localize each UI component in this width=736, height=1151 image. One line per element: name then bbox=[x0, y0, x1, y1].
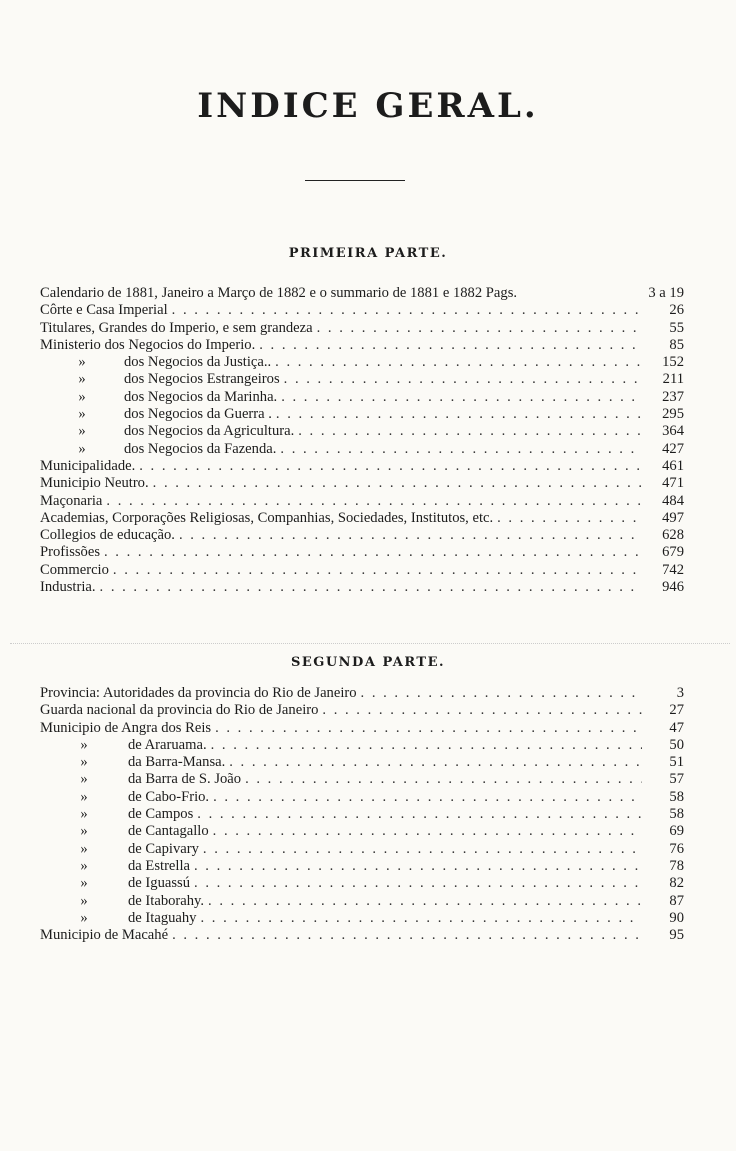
leader-dots bbox=[229, 754, 642, 771]
leader-dots bbox=[200, 910, 642, 927]
toc-entry bbox=[40, 406, 684, 423]
leader-dots bbox=[213, 823, 642, 840]
toc-entry-page: 471 bbox=[662, 475, 684, 492]
toc-entry-page: 3 a 19 bbox=[648, 285, 684, 301]
leader-dots bbox=[153, 475, 642, 492]
toc-entry bbox=[40, 493, 684, 510]
ditto-mark: » bbox=[78, 354, 86, 371]
section-heading-part2: SEGUNDA PARTE. bbox=[290, 655, 446, 670]
toc-entry-page: 295 bbox=[662, 406, 684, 423]
toc-entry-page: 679 bbox=[662, 544, 684, 561]
ditto-mark: » bbox=[78, 371, 86, 388]
leader-dots bbox=[317, 320, 642, 337]
toc-entry-label: Municipalidade. bbox=[40, 457, 136, 474]
ditto-mark: » bbox=[80, 823, 88, 840]
toc-entry-page: 27 bbox=[669, 702, 684, 719]
toc-entry-page: 82 bbox=[669, 875, 684, 892]
leader-dots bbox=[100, 579, 642, 596]
toc-entry bbox=[40, 720, 684, 737]
toc-entry-label: Guarda nacional da provincia do Rio de Janeiro bbox=[40, 702, 319, 719]
toc-entry-page: 628 bbox=[662, 527, 684, 544]
toc-entry-page: 211 bbox=[662, 371, 684, 388]
toc-entry-label: dos Negocios Estrangeiros bbox=[124, 371, 280, 388]
toc-entry-label: de Itaguahy bbox=[128, 909, 197, 926]
toc-entry-page: 50 bbox=[669, 736, 684, 753]
toc-entry bbox=[40, 510, 684, 527]
toc-entry-label: Academias, Corporações Religiosas, Companhias, Sociedades, Institutos, etc. bbox=[40, 509, 494, 526]
leader-dots bbox=[497, 510, 642, 527]
leader-dots bbox=[280, 441, 642, 458]
ditto-mark: » bbox=[80, 806, 88, 823]
toc-entry-label: Profissões bbox=[40, 544, 100, 561]
toc-entry-label: Commercio bbox=[40, 561, 109, 578]
toc-entry-page: 69 bbox=[669, 823, 684, 840]
toc-entry-label: Municipio de Angra dos Reis bbox=[40, 719, 212, 736]
toc-entry-page: 78 bbox=[669, 857, 684, 874]
toc-entry-page: 57 bbox=[669, 771, 684, 788]
leader-dots bbox=[197, 806, 642, 823]
toc-entry-label: Côrte e Casa Imperial bbox=[40, 302, 168, 319]
toc-entry-label: Municipio de Macahé bbox=[40, 927, 169, 944]
leader-dots bbox=[284, 371, 642, 388]
toc-entry bbox=[40, 389, 684, 406]
toc-entry-label: Municipio Neutro. bbox=[40, 475, 149, 492]
toc-entry-page: 497 bbox=[662, 509, 684, 526]
toc-entry-label: de Cabo-Frio. bbox=[128, 788, 210, 805]
toc-entry-label: da Barra-Mansa. bbox=[128, 754, 226, 771]
toc-entry-page: 87 bbox=[669, 892, 684, 909]
toc-entry bbox=[40, 544, 684, 561]
ditto-mark: » bbox=[80, 754, 88, 771]
toc-entry-label: dos Negocios da Guerra . bbox=[124, 406, 272, 423]
toc-entry-label: de Capivary bbox=[128, 840, 199, 857]
toc-entry-page: 58 bbox=[669, 788, 684, 805]
toc-entry-label: de Iguassú bbox=[128, 875, 191, 892]
toc-entry bbox=[40, 789, 684, 806]
leader-dots bbox=[215, 720, 642, 737]
toc-entry-page: 26 bbox=[669, 302, 684, 319]
ditto-mark: » bbox=[80, 736, 88, 753]
toc-entry-label: de Araruama. bbox=[128, 736, 207, 753]
ditto-mark: » bbox=[78, 440, 86, 457]
toc-entry-page: 95 bbox=[669, 927, 684, 944]
leader-dots bbox=[213, 789, 642, 806]
toc-entry bbox=[40, 354, 684, 371]
toc-entry-page: 47 bbox=[669, 719, 684, 736]
leader-dots bbox=[322, 702, 642, 719]
toc-entry-label: Ministerio dos Negocios do Imperio. bbox=[40, 336, 256, 353]
toc-entry bbox=[40, 737, 684, 754]
ditto-mark: » bbox=[80, 909, 88, 926]
toc-part1 bbox=[40, 285, 684, 596]
toc-entry-page: 58 bbox=[669, 806, 684, 823]
toc-entry bbox=[40, 562, 684, 579]
leader-dots bbox=[245, 771, 642, 788]
toc-entry-label: dos Negocios da Fazenda. bbox=[124, 440, 277, 457]
toc-entry-page: 427 bbox=[662, 440, 684, 457]
toc-entry-label: da Estrella bbox=[128, 857, 190, 874]
ditto-mark: » bbox=[78, 388, 86, 405]
page-title: INDICE GERAL. bbox=[197, 86, 539, 126]
toc-entry-page: 3 bbox=[676, 685, 684, 701]
toc-entry bbox=[40, 875, 684, 892]
toc-entry-label: dos Negocios da Agricultura. bbox=[124, 423, 295, 440]
toc-entry bbox=[40, 441, 684, 458]
toc-entry bbox=[40, 337, 684, 354]
toc-entry bbox=[40, 754, 684, 771]
toc-entry bbox=[40, 302, 684, 319]
toc-entry bbox=[40, 927, 684, 944]
leader-dots bbox=[172, 927, 642, 944]
leader-dots bbox=[211, 737, 642, 754]
section-heading-part1: PRIMEIRA PARTE. bbox=[288, 246, 448, 261]
toc-entry bbox=[40, 285, 684, 302]
toc-entry-page: 742 bbox=[662, 561, 684, 578]
page-seam bbox=[10, 643, 730, 644]
toc-entry bbox=[40, 475, 684, 492]
toc-entry-label: Industria. bbox=[40, 579, 96, 596]
toc-entry bbox=[40, 702, 684, 719]
ditto-mark: » bbox=[78, 406, 86, 423]
leader-dots bbox=[106, 493, 642, 510]
leader-dots bbox=[203, 841, 642, 858]
toc-entry-label: Maçonaria bbox=[40, 492, 103, 509]
toc-entry-page: 461 bbox=[662, 457, 684, 474]
leader-dots bbox=[361, 685, 642, 702]
toc-entry-page: 85 bbox=[669, 336, 684, 353]
toc-entry-label: dos Negocios da Justiça.. bbox=[124, 354, 272, 371]
toc-entry-page: 484 bbox=[662, 492, 684, 509]
toc-entry bbox=[40, 579, 684, 596]
ditto-mark: » bbox=[78, 423, 86, 440]
ditto-mark: » bbox=[80, 892, 88, 909]
toc-entry bbox=[40, 806, 684, 823]
toc-entry-page: 946 bbox=[662, 579, 684, 596]
toc-entry-label: Calendario de 1881, Janeiro a Março de 1882 e o summario de 1881 e 1882 Pags. bbox=[40, 285, 518, 301]
toc-entry bbox=[40, 371, 684, 388]
toc-entry bbox=[40, 320, 684, 337]
leader-dots bbox=[139, 458, 642, 475]
leader-dots bbox=[259, 337, 642, 354]
toc-entry bbox=[40, 893, 684, 910]
toc-entry bbox=[40, 823, 684, 840]
toc-entry bbox=[40, 771, 684, 788]
toc-entry bbox=[40, 841, 684, 858]
toc-entry bbox=[40, 858, 684, 875]
leader-dots bbox=[208, 893, 642, 910]
toc-entry-label: Titulares, Grandes do Imperio, e sem grandeza bbox=[40, 319, 313, 336]
leader-dots bbox=[281, 389, 642, 406]
toc-entry-label: dos Negocios da Marinha. bbox=[124, 388, 278, 405]
toc-entry-label: da Barra de S. João bbox=[128, 771, 242, 788]
toc-entry-label: de Cantagallo bbox=[128, 823, 209, 840]
leader-dots bbox=[275, 354, 642, 371]
toc-entry-page: 237 bbox=[662, 388, 684, 405]
toc-entry-label: de Campos bbox=[128, 806, 194, 823]
ditto-mark: » bbox=[80, 771, 88, 788]
leader-dots bbox=[104, 544, 642, 561]
toc-entry bbox=[40, 423, 684, 440]
toc-part2 bbox=[40, 685, 684, 944]
toc-entry-label: de Itaborahy. bbox=[128, 892, 205, 909]
toc-entry bbox=[40, 527, 684, 544]
toc-entry-page: 76 bbox=[669, 840, 684, 857]
toc-entry-label: Provincia: Autoridades da provincia do Rio de Janeiro bbox=[40, 685, 357, 701]
leader-dots bbox=[276, 406, 642, 423]
toc-entry bbox=[40, 458, 684, 475]
leader-dots bbox=[298, 423, 642, 440]
leader-dots bbox=[172, 302, 642, 319]
ditto-mark: » bbox=[80, 875, 88, 892]
toc-entry-page: 51 bbox=[669, 754, 684, 771]
toc-entry-page: 90 bbox=[669, 909, 684, 926]
leader-dots bbox=[194, 875, 642, 892]
toc-entry-label: Collegios de educação. bbox=[40, 527, 175, 544]
leader-dots bbox=[194, 858, 642, 875]
toc-entry-page: 152 bbox=[662, 354, 684, 371]
ditto-mark: » bbox=[80, 857, 88, 874]
leader-dots bbox=[113, 562, 642, 579]
toc-entry bbox=[40, 910, 684, 927]
toc-entry-page: 55 bbox=[669, 319, 684, 336]
toc-entry-page: 364 bbox=[662, 423, 684, 440]
toc-entry bbox=[40, 685, 684, 702]
title-rule bbox=[305, 180, 405, 181]
ditto-mark: » bbox=[80, 840, 88, 857]
leader-dots bbox=[179, 527, 642, 544]
ditto-mark: » bbox=[80, 788, 88, 805]
